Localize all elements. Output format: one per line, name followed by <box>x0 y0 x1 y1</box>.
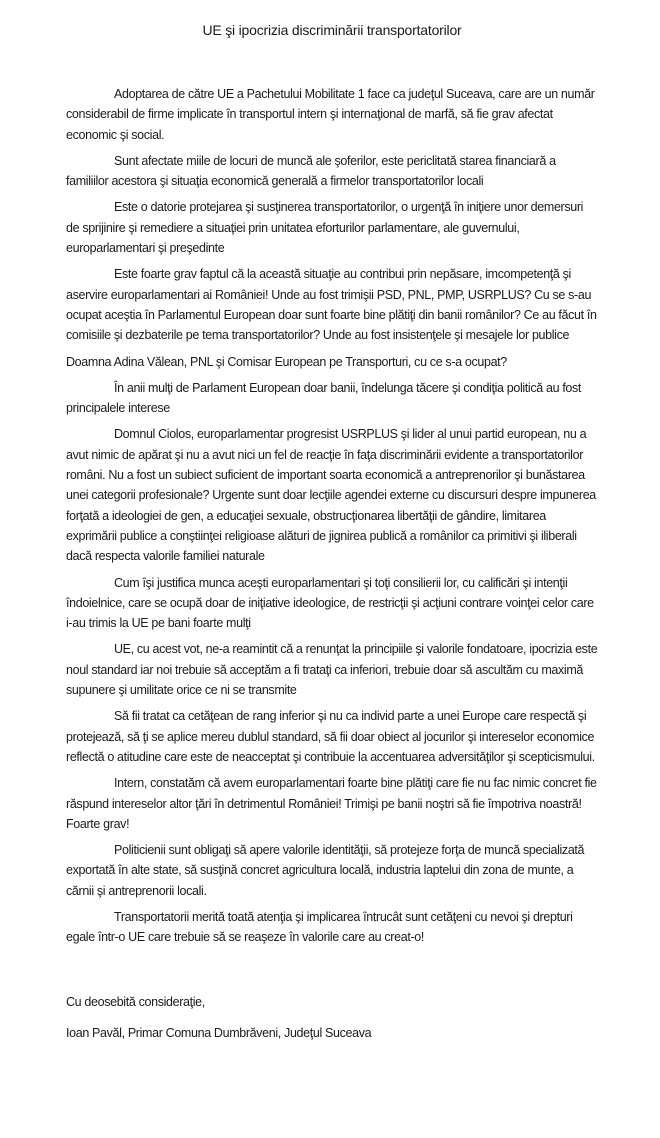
paragraph: Adoptarea de către UE a Pachetului Mobilitate 1 face ca judeţul Suceava, care are un număr considerabil de firme implicate în transportul intern şi internaţional de marfă, să fie grav afectat economic şi social. <box>66 87 595 142</box>
paragraph: Este foarte grav faptul că la această situaţie au contribui prin nepăsare, imcompetenţă şi aservire europarlamentari ai României! Unde au fost trimişii PSD, PNL, PMP, USRPLUS? Cu se s-au ocupat aceştia în Parlamentul European doar sunt foarte bine plătiţi din banii românilor? Ce au făcut în comisiile şi dezbaterile pe tema transportatorilor? Unde au fost insistenţele şi mesajele lor publice <box>66 267 597 343</box>
paragraph: Domnul Ciolos, europarlamentar progresist USRPLUS şi lider al unui partid european, nu a avut nimic de apărat şi nu a avut nici un fel de reacţie în faţa discriminării evidente a transportatorilor români. Nu a fost un subiect suficient de important soarta economică a antreprenorilor şi bunăstarea unei categorii profesionale? Urgente sunt doar lecţiile agendei externe cu discursuri despre impunerea forţată a ideologiei de gen, a educaţiei sexuale, obstrucţionarea libertăţii de gândire, limitarea exprimării publice a conştiinţei religioase alături de jignirea publică a românilor ca primitivi şi iliberali dacă respecta valorile familiei naturale <box>66 427 596 564</box>
closing-salutation: Cu deosebită consideraţie, <box>66 994 205 1009</box>
signature-line: Ioan Pavăl, Primar Comuna Dumbrăveni, Judeţul Suceava <box>66 1025 372 1040</box>
paragraph: Doamna Adina Vălean, PNL şi Comisar European pe Transporturi, cu ce s-a ocupat? <box>66 354 507 369</box>
paragraph: Cum îşi justifica munca aceşti europarlamentari şi toţi consilierii lor, cu calificări şi intenţii îndoielnice, care se ocupă doar de iniţiative ideologice, de restricţii şi acţiuni contrare voinţei celor care i-au trimis la UE pe bani foarte mulţi <box>66 575 594 631</box>
paragraph: În anii mulţi de Parlament European doar banii, îndelunga tăcere şi condiţia politică au fost principalele interese <box>66 380 582 416</box>
paragraph: Este o datorie protejarea şi susţinerea transportatorilor, o urgenţă în iniţiere unor demersuri de sprijinire şi remediere a situaţiei prin unitatea eforturilor parlamentare, ale guvernului, europarlamentari şi preşedinte <box>66 200 584 256</box>
paragraph: Intern, constatăm că avem europarlamentari foarte bine plătiţi care fie nu fac nimic concret fie răspund intereselor altor ţări în detrimentul României! Trimişi pe banii noştri să fie împotriva noastră! Foarte grav! <box>66 776 597 831</box>
paragraph: Transportatorii merită toată atenţia şi implicarea întrucât sunt cetăţeni cu nevoi şi drepturi egale într-o UE care trebuie să se reaşeze în valorile care au creat-o! <box>66 909 573 945</box>
paragraph: Să fii tratat ca cetăţean de rang inferior şi nu ca individ parte a unei Europe care respectă şi protejează, să ţi se aplice mereu dublul standard, să fii doar obiect al jocurilor şi intereselor economice reflectă o atitudine care este de neacceptat şi contribuie la accentuarea adversităţilor şi scepticismului. <box>66 709 595 764</box>
document-title: UE şi ipocrizia discriminării transportatorilor <box>202 22 462 38</box>
paragraph: Sunt afectate miile de locuri de muncă ale şoferilor, este periclitată starea financiară a familiilor acestora şi situaţia economică generală a firmelor transportatorilor locali <box>66 153 556 189</box>
paragraph: UE, cu acest vot, ne-a reamintit că a renunţat la principiile şi valorile fondatoare, ipocrizia este noul standard iar noi trebuie să acceptăm a fi trataţi ca inferiori, trebuie doar să ascultăm cu maximă supunere şi umilitate orice ce ni se transmite <box>66 642 598 698</box>
paragraph: Politicienii sunt obligaţi să apere valorile identităţii, să protejeze forţa de muncă specializată exportată în alte state, să susţină concret agricultura locală, industria laptelui din zona de munte, a cărnii şi antreprenorii locali. <box>66 843 585 898</box>
